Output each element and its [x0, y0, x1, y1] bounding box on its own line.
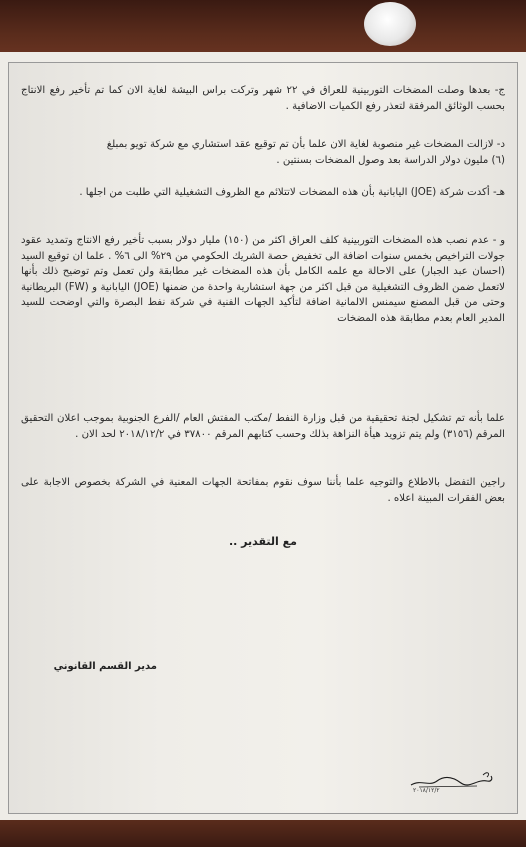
signature-date: ٢٠١٨/١٢/٢: [413, 787, 440, 794]
paragraph-w: و - عدم نصب هذه المضخات التوربينية كلف العراق اكثر من (١٥٠) مليار دولار بسبب تأخير رفع الانتاج وتمديد عقود جولات التراخيص بخمس سنوات اضافة الى تخفيض حصة الشريك الحكومي من ٢٩% الى ٦% . علما ان توقيع السيد (احسان عبد الجبار) على الاحالة مع علمه الكامل بأن هذه المضخات غير مطابقة ولن تعمل وتم توضيح ذلك بأنها لاتعمل ضمن الظروف التشغيلية من قبل اكثر من جهة استشارية واحدة من ضمنها (JOE) اليابانية و (FW) البريطانية وحتى من قبل المصنع سيمنس الالمانية اضافة لتأكيد الجهات الفنية في شركة نفط البصرة والتي اوضحت للسيد المدير العام بعدم مطابقة هذه المضخات: [21, 235, 506, 324]
light-reflection: [364, 2, 416, 46]
document-frame: [8, 62, 518, 814]
paragraph-c: ج- بعدها وصلت المضخات التوربينية للعراق في ٢٢ شهر وتركت براس البيشة لغاية الان كما تم تأخير رفع الانتاج بحسب الوثائق المرفقة لتعذر رفع الكميات الاضافية .: [21, 85, 505, 112]
paragraph-d-line1: د- لازالت المضخات غير منصوبة لغاية الان علما بأن تم توقيع عقد استشاري مع شركة تويو بمبلغ: [106, 139, 505, 150]
closing-regards: مع التقدير ..: [229, 535, 297, 548]
desk-background-bottom: [0, 820, 526, 847]
desk-background-top: [0, 0, 526, 58]
document-paper: [0, 52, 526, 822]
paragraph-h: هـ- أكدت شركة (JOE) اليابانية بأن هذه المضخات لاتتلائم مع الظروف التشغيلية التي طلبت من اجلها .: [79, 187, 505, 198]
paragraph-d-line2: (٦) مليون دولار الدراسة بعد وصول المضخات بسنتين .: [276, 155, 505, 166]
paragraph-investigation-note: علما بأنه تم تشكيل لجنة تحقيقية من قبل وزارة النفط /مكتب المفتش العام /الفرع الجنوبية بموجب اعلان التحقيق المرقم (٣١٥٦) ولم يتم تزويد هيأة النزاهة بذلك وحسب كتابهم المرقم ٣٧٨٠٠ في ٢٠١٨/١٢/٢ لحد الان .: [21, 413, 505, 440]
signer-title: مدير القسم القانوني: [53, 661, 157, 672]
paragraph-request: راجين التفضل بالاطلاع والتوجيه علما بأننا سوف نقوم بمفاتحة الجهات المعنية في الشركة بخصوص الاجابة على بعض الفقرات المبينة اعلاه .: [21, 477, 505, 504]
